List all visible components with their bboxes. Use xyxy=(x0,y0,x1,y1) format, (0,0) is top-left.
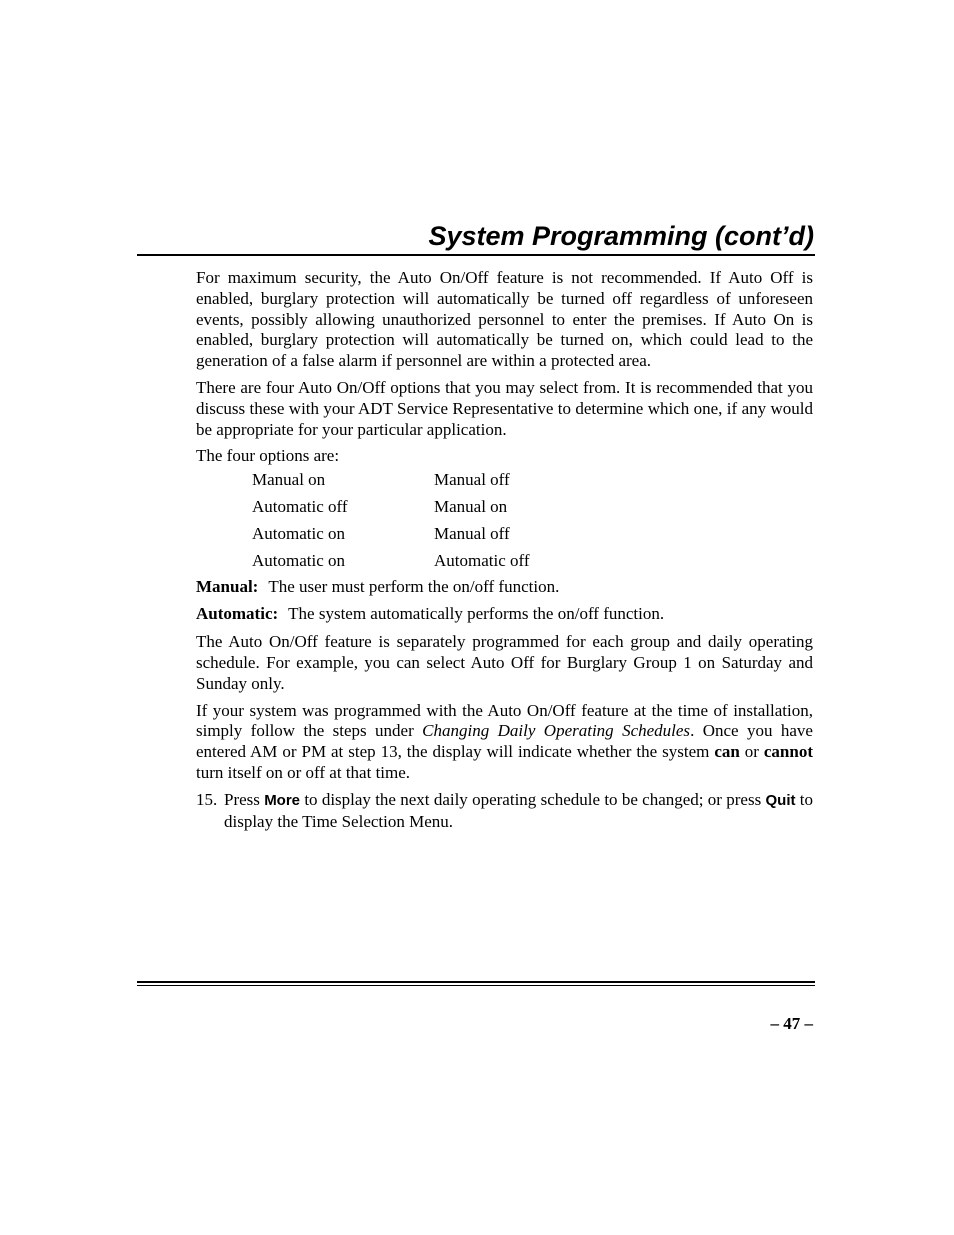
option-row xyxy=(196,494,813,521)
step-15 xyxy=(196,790,813,833)
emphasis-can: can xyxy=(714,742,740,762)
text-run: or xyxy=(739,742,764,762)
page-number: – 47 – xyxy=(770,1014,813,1033)
option-off-value: Manual off xyxy=(434,524,510,544)
key-quit: Quit xyxy=(765,791,796,809)
text-run: to display the Time Selection Menu. xyxy=(224,789,813,831)
definition-text: The system automatically performs the on/off function. xyxy=(288,604,665,624)
paragraph-installation xyxy=(196,701,813,784)
text-run: Press xyxy=(224,789,265,809)
options-list xyxy=(196,467,813,575)
option-row xyxy=(196,467,813,494)
footer-divider xyxy=(137,981,815,983)
option-on-value: Automatic on xyxy=(252,524,346,544)
definition-manual xyxy=(196,577,813,598)
page-title: System Programming (cont’d) xyxy=(428,221,814,251)
options-heading: The four options are: xyxy=(196,446,340,466)
definition-term: Automatic: xyxy=(196,604,279,624)
paragraph-options-intro: There are four Auto On/Off options that you may select from. It is recommended that you discuss these with your ADT Service Representative to determine which one, if any would be appropriate for your particular application. xyxy=(196,377,813,439)
step-text xyxy=(224,790,813,833)
paragraph-programming: The Auto On/Off feature is separately programmed for each group and daily operating schedule. For example, you can select Auto Off for Burglary Group 1 on Saturday and Sunday only. xyxy=(196,632,813,693)
step-number: 15. xyxy=(196,789,218,809)
option-on-value: Automatic off xyxy=(252,497,348,517)
body-content xyxy=(196,268,813,832)
key-more: More xyxy=(264,791,301,809)
option-row xyxy=(196,521,813,548)
title-divider xyxy=(137,254,815,256)
reference-title: Changing Daily Operating Schedules xyxy=(422,721,691,741)
text-run: If your system was programmed with the Auto On/Off feature at the time of installation, simply follow the steps under xyxy=(196,700,813,741)
option-row xyxy=(196,548,813,575)
text-run: to display the next daily operating schedule to be changed; or press xyxy=(300,789,766,809)
option-on-value: Manual on xyxy=(252,470,326,490)
footer-divider-thin xyxy=(137,985,815,986)
text-run: . Once you have entered AM or PM at step 13, the display will indicate whether the system xyxy=(196,721,813,762)
option-off-value: Manual off xyxy=(434,470,510,490)
text-run: turn itself on or off at that time. xyxy=(196,763,411,783)
option-on-value: Automatic on xyxy=(252,551,346,571)
definition-text: The user must perform the on/off function. xyxy=(268,577,560,597)
emphasis-cannot: cannot xyxy=(763,742,814,762)
option-off-value: Manual on xyxy=(434,497,508,517)
option-off-value: Automatic off xyxy=(434,551,530,571)
paragraph-security-note: For maximum security, the Auto On/Off feature is not recommended. If Auto Off is enabled, burglary protection will automatically be turned off regardless of unforeseen events, possibly allowing unauthorized personnel to enter the premises. If Auto On is enabled, burglary protection will automatically be turned on, which could lead to the generation of a false alarm if personnel are within a protected area. xyxy=(196,268,813,371)
definition-automatic xyxy=(196,604,813,625)
definition-term: Manual: xyxy=(196,577,259,597)
